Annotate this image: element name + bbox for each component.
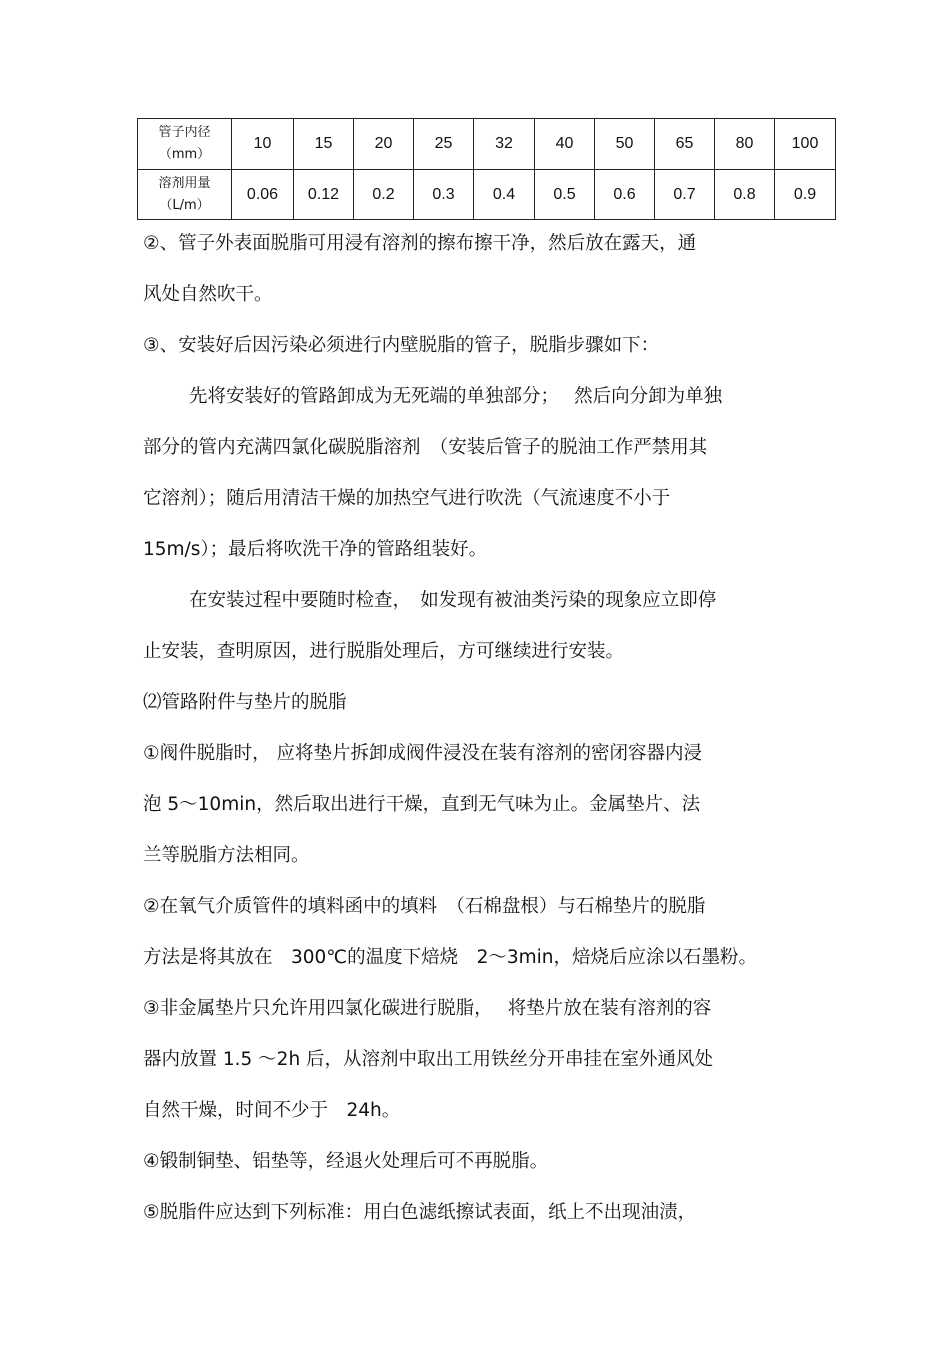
text-line: 器内放置 1.5 ～2h 后，从溶剂中取出工用铁丝分开串挂在室外通风处 [143, 1049, 714, 1070]
table-cell: 0.6 [595, 170, 655, 220]
table-row [138, 170, 836, 220]
text-line: ②、管子外表面脱脂可用浸有溶剂的擦布擦干净，然后放在露天，通 [143, 233, 697, 254]
header-unit: （mm） [158, 147, 211, 162]
text-line: 先将安装好的管路卸成为无死端的单独部分； 然后向分卸为单独 [189, 386, 723, 407]
table-cell: 0.8 [715, 170, 775, 220]
table-cell: 0.7 [655, 170, 715, 220]
table-cell: 10 [232, 119, 294, 170]
header-label: 溶剂用量 [158, 175, 211, 191]
section-heading: ⑵管路附件与垫片的脱脂 [143, 692, 347, 713]
table-cell: 25 [414, 119, 474, 170]
text-line: ①阀件脱脂时， 应将垫片拆卸成阀件浸没在装有溶剂的密闭容器内浸 [143, 743, 702, 764]
body-text [143, 218, 823, 1238]
table-cell: 0.5 [535, 170, 595, 220]
table-cell: 0.2 [354, 170, 414, 220]
text-line: 泡 5～10min，然后取出进行干燥，直到无气味为止。金属垫片、法 [143, 794, 701, 815]
text-line: ③、安装好后因污染必须进行内壁脱脂的管子，脱脂步骤如下： [143, 335, 660, 356]
table-cell: 0.9 [775, 170, 836, 220]
text-line: 自然干燥，时间不少于 24h。 [143, 1100, 401, 1121]
table-cell: 100 [775, 119, 836, 170]
text-line: 在安装过程中要随时检查， 如发现有被油类污染的现象应立即停 [189, 590, 717, 611]
table-cell: 40 [535, 119, 595, 170]
text-line: 15m/s）；最后将吹洗干净的管路组装好。 [143, 539, 488, 560]
text-line: ③非金属垫片只允许用四氯化碳进行脱脂， 将垫片放在装有溶剂的容 [143, 998, 712, 1019]
text-line: ⑤脱脂件应达到下列标准：用白色滤纸擦试表面，纸上不出现油渍， [143, 1202, 697, 1223]
header-label: 管子内径 [158, 125, 211, 140]
table-header-cell [138, 170, 232, 220]
table-cell: 65 [655, 119, 715, 170]
table-cell: 50 [595, 119, 655, 170]
table-header-cell [138, 119, 232, 170]
header-unit: （L/m） [159, 197, 210, 213]
text-line: 止安装，查明原因，进行脱脂处理后，方可继续进行安装。 [143, 641, 625, 662]
table-cell: 0.4 [474, 170, 535, 220]
text-line: 它溶剂）；随后用清洁干燥的加热空气进行吹洗（气流速度不小于 [143, 488, 671, 509]
text-line: ④锻制铜垫、铝垫等，经退火处理后可不再脱脂。 [143, 1151, 549, 1172]
text-line: 部分的管内充满四氯化碳脱脂溶剂 （安装后管子的脱油工作严禁用其 [143, 437, 708, 458]
table-cell: 0.3 [414, 170, 474, 220]
table-cell: 20 [354, 119, 414, 170]
table-cell: 32 [474, 119, 535, 170]
table-cell: 0.06 [232, 170, 294, 220]
text-line: ②在氧气介质管件的填料函中的填料 （石棉盘根）与石棉垫片的脱脂 [143, 896, 706, 917]
table-row [138, 119, 836, 170]
text-line: 风处自然吹干。 [143, 284, 273, 305]
text-line: 方法是将其放在 300℃的温度下焙烧 2～3min，焙烧后应涂以石墨粉。 [143, 947, 758, 968]
table-cell: 15 [294, 119, 354, 170]
table-cell: 80 [715, 119, 775, 170]
solvent-usage-table [137, 118, 836, 220]
table-cell: 0.12 [294, 170, 354, 220]
text-line: 兰等脱脂方法相同。 [143, 845, 310, 866]
